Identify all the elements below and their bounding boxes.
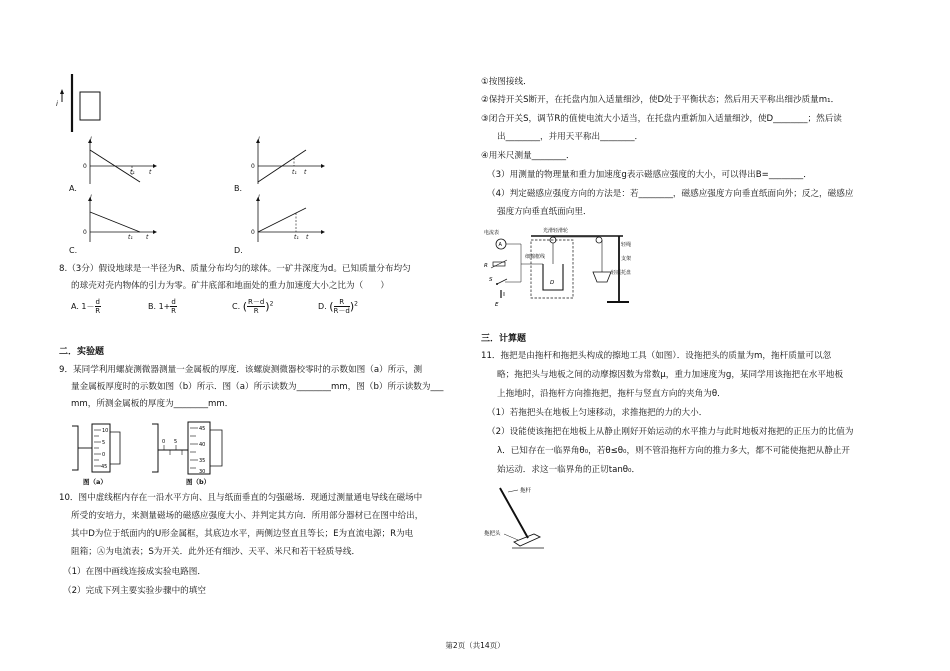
graph-d-t-label: t <box>306 234 309 241</box>
q10-line3: 其中D为位于纸面内的U形金属框，其底边水平，两侧边竖直且等长；E为直流电源；R为电 <box>71 529 414 539</box>
graph-a-i-label: I <box>90 136 92 143</box>
q8-line1: 8.（3分）假设地球是一半径为R、质量分布均匀的球体。一矿井深度为d。已知质量分布均匀 <box>59 264 411 274</box>
svg-text:30: 30 <box>199 469 206 475</box>
micrometer-figure-a <box>70 418 134 480</box>
svg-text:45: 45 <box>101 464 108 470</box>
q9-line2: 量金属板厚度时的示数如图（b）所示．图（a）所示读数为________mm，图（b）所示读数为___ <box>71 382 444 392</box>
q7-option-c: C. <box>69 246 78 255</box>
svg-text:D: D <box>550 280 555 286</box>
graph-b-i-label: I <box>258 136 260 143</box>
q10-line2: 所受的安培力，来测量磁场的磁感应强度大小、并判定其方向．所用部分器材已在图中给出， <box>71 511 424 521</box>
q10-part4-b: 强度方向垂直纸面向里． <box>497 207 592 217</box>
graph-a <box>80 138 160 186</box>
wire-current-label: i <box>56 100 58 108</box>
svg-text:R: R <box>484 263 488 269</box>
apparatus-figure <box>481 224 631 312</box>
graph-d-origin: 0 <box>251 229 255 236</box>
q11-part2-a: （2）设能使该拖把在地板上从静止刚好开始运动的水平推力与此时地板对拖把的正压力的比值为 <box>487 427 854 437</box>
q11-part2-c: 始运动．求这一临界角的正切tanθ₀． <box>497 465 641 475</box>
svg-text:40: 40 <box>199 442 206 448</box>
svg-text:A: A <box>498 242 502 248</box>
svg-text:10: 10 <box>102 428 109 434</box>
q7-option-b: B. <box>234 184 243 193</box>
q10-line4: 阻箱；Ⓐ为电流表；S为开关．此外还有细沙、天平、米尺和若干轻质导线． <box>71 547 361 557</box>
page-footer: 第2页（共14页） <box>445 641 505 650</box>
svg-text:细棉框线: 细棉框线 <box>525 254 546 260</box>
micrometer-figure-b <box>150 418 240 480</box>
svg-text:45: 45 <box>199 426 206 432</box>
q11-line3: 上拖地时，沿拖杆方向推拖把，拖杆与竖直方向的夹角为θ． <box>497 389 726 399</box>
q7-option-d: D. <box>234 246 243 255</box>
q7-option-a: A. <box>69 184 77 193</box>
q11-part1: （1）若拖把头在地板上匀速移动，求推拖把的力的大小． <box>487 408 708 418</box>
svg-text:S: S <box>489 277 493 283</box>
q8-line2: 的球壳对壳内物体的引力为零。矿井底部和地面处的重力加速度大小之比为（ ） <box>71 281 389 291</box>
q8-option-a: A. 1－ $\frac{d}{R}$ <box>71 298 101 315</box>
section-calculation-title: 三．计算题 <box>481 334 527 344</box>
graph-d <box>248 196 328 244</box>
svg-text:光滑轻滑轮: 光滑轻滑轮 <box>543 228 569 234</box>
graph-b-t-label: t <box>304 169 307 176</box>
mop-figure <box>484 482 564 554</box>
q8-option-d: D. ( $\frac{R}{R-d}$ )$^2$ <box>318 298 358 315</box>
svg-text:5: 5 <box>102 440 106 446</box>
svg-text:轻质托盘: 轻质托盘 <box>611 270 631 276</box>
graph-b <box>248 138 328 186</box>
svg-text:5: 5 <box>174 439 178 445</box>
wire-loop-figure <box>52 72 112 134</box>
graph-c-t1: t₁ <box>128 234 133 241</box>
q9-line1: 9．某同学利用螺旋测微器测量一金属板的厚度．该螺旋测微器校零时的示数如图（a）所示，测 <box>59 365 423 375</box>
q10-part4-a: （4）判定磁感应强度方向的方法是：若________，磁感应强度方向垂直纸面向外；反之，磁感应 <box>487 189 854 199</box>
q11-part2-b: λ．已知存在一临界角θ₀，若θ≤θ₀，则不管沿拖杆方向的推力多大，都不可能使拖把从静止开 <box>497 446 850 456</box>
q8-option-b: B. 1+ $\frac{d}{R}$ <box>148 298 177 315</box>
step-2: ②保持开关S断开，在托盘内加入适量细沙，使D处于平衡状态；然后用天平称出细沙质量m₁． <box>481 95 840 105</box>
q10-step1: （1）在图中画线连接成实验电路图． <box>63 567 206 577</box>
graph-c-i-label: I <box>90 194 92 201</box>
q11-line2: 略；拖把头与地板之间的动摩擦因数为常数μ，重力加速度为g，某同学用该拖把在水平地板 <box>497 370 844 380</box>
svg-text:E: E <box>495 302 499 308</box>
micrometer-caption-b: 图（b） <box>186 478 211 486</box>
svg-text:电流表: 电流表 <box>484 230 500 236</box>
svg-text:轻绳: 轻绳 <box>621 242 631 248</box>
svg-text:35: 35 <box>199 458 206 464</box>
graph-c-t-label: t <box>146 234 149 241</box>
micrometer-caption-a: 图（a） <box>83 478 107 486</box>
q11-line1: 11．拖把是由拖杆和拖把头构成的擦地工具（如图）．设拖把头的质量为m，拖杆质量可以忽 <box>481 351 832 361</box>
step-3b: 出________，并用天平称出________． <box>497 132 644 142</box>
svg-text:0: 0 <box>162 439 166 445</box>
svg-text:支架: 支架 <box>621 256 631 262</box>
step-3a: ③闭合开关S，调节R的值使电流大小适当，在托盘内重新加入适量细沙，使D________；然后读 <box>481 114 842 124</box>
q10-part3: （3）用测量的物理量和重力加速度g表示磁感应强度的大小，可以得出B=________． <box>487 170 812 180</box>
svg-text:0: 0 <box>102 452 106 458</box>
step-4: ④用米尺测量________． <box>481 151 575 161</box>
svg-text:拖杆: 拖杆 <box>520 488 532 494</box>
q9-line3: mm，所测金属板的厚度为________mm． <box>71 399 234 409</box>
step-1: ①按图接线． <box>481 77 532 87</box>
q8-option-c: C. ( $\frac{R-d}{R}$ )$^2$ <box>232 298 274 315</box>
graph-c-origin: 0 <box>83 229 87 236</box>
graph-b-t1: t₁ <box>292 169 297 176</box>
q10-line1: 10．图中虚线框内存在一沿水平方向、且与纸面垂直的匀强磁场．现通过测量通电导线在磁场中 <box>59 493 423 503</box>
q10-step2: （2）完成下列主要实验步骤中的填空 <box>63 586 206 596</box>
section-experiment-title: 二．实验题 <box>59 347 105 357</box>
graph-a-t-label: t <box>149 169 152 176</box>
svg-text:拖把头: 拖把头 <box>484 531 501 537</box>
graph-a-origin: 0 <box>83 163 87 170</box>
graph-d-t1: t₁ <box>294 234 299 241</box>
graph-b-origin: 0 <box>251 163 255 170</box>
graph-a-t1: t₁ <box>130 169 135 176</box>
graph-d-i-label: I <box>258 194 260 201</box>
